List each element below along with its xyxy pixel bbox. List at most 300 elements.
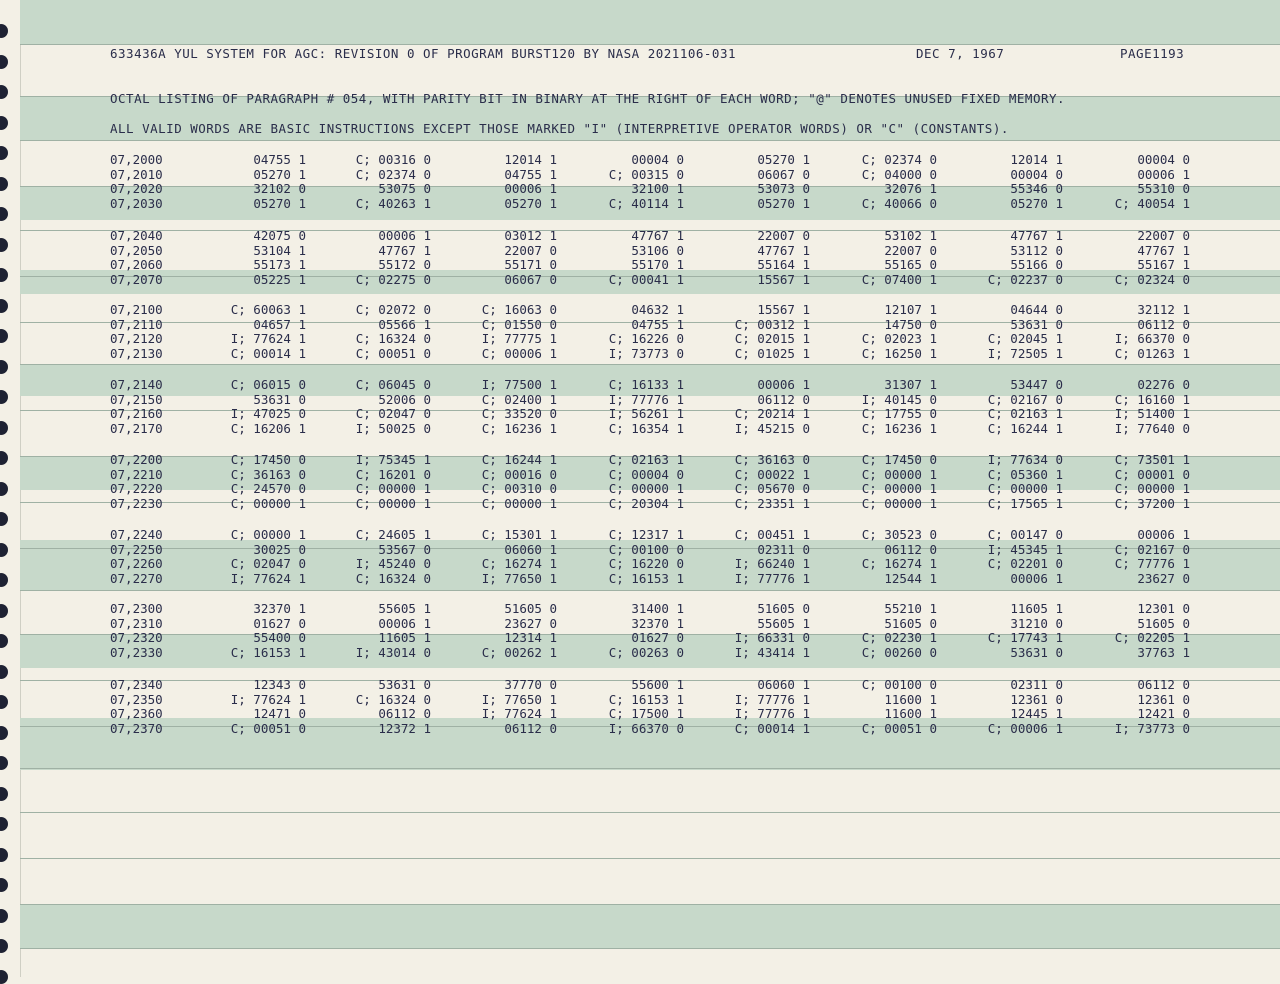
memory-word: 51605 0 [884,615,937,631]
memory-word: C; 23351 1 [734,495,810,511]
memory-word: C; 16236 1 [861,420,937,436]
memory-word: I; 77624 1 [230,570,306,586]
memory-word: C; 16153 1 [608,570,684,586]
memory-word: C; 17500 1 [608,706,684,722]
listing-title: 633436A YUL SYSTEM FOR AGC: REVISION 0 OF PROGRAM BURST120 BY NASA 2021106-031 [110,46,736,61]
memory-word: C; 02045 1 [987,331,1063,347]
memory-word: C; 00312 1 [734,316,810,332]
memory-word: C; 01263 1 [1114,345,1190,361]
address-label: 07,2310 [110,615,163,631]
address-label: 07,2020 [110,181,163,197]
page-number: PAGE1193 [1120,46,1185,61]
memory-word: C; 02163 1 [987,406,1063,422]
memory-word: C; 02205 1 [1114,630,1190,646]
memory-word: 05225 1 [253,271,306,287]
memory-word: C; 16220 0 [608,556,684,572]
memory-word: 05270 1 [757,195,810,211]
address-label: 07,2010 [110,166,163,182]
memory-word: C; 00100 0 [608,541,684,557]
memory-word: I; 77500 1 [481,377,557,392]
memory-word: C; 16153 1 [230,644,306,660]
memory-word: I; 77640 0 [1114,420,1190,436]
memory-word: 04644 0 [1010,302,1063,317]
legend-line-1: OCTAL LISTING OF PARAGRAPH # 054, WITH PARITY BIT IN BINARY AT THE RIGHT OF EACH WORD; "@" DENOTES UNUSED FIXED MEMORY. [110,91,1066,106]
memory-word: I; 77624 1 [230,331,306,347]
memory-word: 05566 1 [378,316,431,332]
memory-word: C; 00000 1 [861,481,937,497]
memory-word: I; 45215 0 [734,420,810,436]
memory-word: I; 40145 0 [861,391,937,407]
memory-word: 55166 0 [1010,257,1063,273]
feed-hole [0,573,8,587]
memory-word: 06112 0 [504,720,557,736]
memory-word: C; 16274 1 [481,556,557,572]
memory-word: C; 00041 1 [608,271,684,287]
memory-word: C; 05360 1 [987,466,1063,482]
memory-word: C; 16324 0 [355,570,431,586]
memory-word: C; 00014 1 [230,345,306,361]
memory-word: 00006 1 [378,228,431,243]
memory-word: C; 16201 0 [355,466,431,482]
memory-word: 55172 0 [378,257,431,273]
memory-word: I; 77776 1 [734,570,810,586]
memory-word: C; 02167 0 [1114,541,1190,557]
address-label: 07,2360 [110,706,163,722]
address-label: 07,2140 [110,377,163,392]
memory-word: 55346 0 [1010,181,1063,197]
memory-word: 22007 0 [1137,228,1190,243]
memory-word: C; 24605 1 [355,527,431,542]
memory-word: 05270 1 [253,195,306,211]
memory-word: 53567 0 [378,541,431,557]
memory-word: 23627 0 [1137,570,1190,586]
memory-word: C; 00315 0 [608,166,684,182]
memory-word: C; 07400 1 [861,271,937,287]
memory-word: C; 02163 1 [608,452,684,467]
memory-word: 06067 0 [504,271,557,287]
memory-word: I; 51400 1 [1114,406,1190,422]
ruled-line [20,904,1280,905]
ruled-line [20,948,1280,949]
memory-word: 55400 0 [253,630,306,646]
memory-word: I; 50025 0 [355,420,431,436]
memory-word: 32370 1 [631,615,684,631]
memory-word: 12343 0 [253,677,306,692]
memory-word: C; 17743 1 [987,630,1063,646]
feed-hole [0,421,8,435]
memory-word: 01627 0 [253,615,306,631]
address-label: 07,2350 [110,691,163,707]
memory-word: C; 00316 0 [355,152,431,167]
memory-word: 53106 0 [631,242,684,258]
address-label: 07,2030 [110,195,163,211]
memory-word: C; 00004 0 [608,466,684,482]
memory-word: C; 02230 1 [861,630,937,646]
memory-word: 00006 1 [1137,166,1190,182]
memory-word: 47767 1 [757,242,810,258]
memory-word: 02311 0 [757,541,810,557]
memory-word: 05270 1 [504,195,557,211]
memory-word: 53631 0 [253,391,306,407]
memory-word: C; 16153 1 [608,691,684,707]
memory-word: 31210 0 [1010,615,1063,631]
memory-word: C; 00263 0 [608,644,684,660]
memory-word: C; 16244 1 [481,452,557,467]
memory-word: 53112 0 [1010,242,1063,258]
memory-word: C; 00262 1 [481,644,557,660]
address-label: 07,2100 [110,302,163,317]
memory-word: C; 01025 1 [734,345,810,361]
memory-word: 23627 0 [504,615,557,631]
feed-hole [0,665,8,679]
memory-word: C; 00000 1 [1114,481,1190,497]
memory-word: 00006 1 [378,615,431,631]
ruled-line [20,44,1280,45]
memory-word: C; 16250 1 [861,345,937,361]
memory-word: I; 77776 1 [734,691,810,707]
address-label: 07,2330 [110,644,163,660]
memory-word: I; 77776 1 [608,391,684,407]
memory-word: C; 73501 1 [1114,452,1190,467]
memory-word: 53102 1 [884,228,937,243]
address-label: 07,2340 [110,677,163,692]
memory-word: 05270 1 [253,166,306,182]
memory-word: C; 02201 0 [987,556,1063,572]
memory-word: C; 02047 0 [355,406,431,422]
address-label: 07,2120 [110,331,163,347]
memory-word: C; 24570 0 [230,481,306,497]
memory-word: C; 16244 1 [987,420,1063,436]
memory-word: 51605 0 [1137,615,1190,631]
memory-word: 12107 1 [884,302,937,317]
memory-word: 22007 0 [757,228,810,243]
memory-word: I; 73773 0 [1114,720,1190,736]
memory-word: 06112 0 [757,391,810,407]
memory-word: I; 77624 1 [230,691,306,707]
memory-word: 12445 1 [1010,706,1063,722]
feed-hole [0,177,8,191]
address-label: 07,2260 [110,556,163,572]
memory-word: 04755 1 [253,152,306,167]
memory-word: I; 45345 1 [987,541,1063,557]
memory-word: C; 00006 1 [987,720,1063,736]
memory-word: C; 02047 0 [230,556,306,572]
feed-hole [0,207,8,221]
memory-word: 00006 1 [504,181,557,197]
memory-word: C; 00000 1 [355,495,431,511]
green-band [20,0,1280,44]
feed-hole [0,116,8,130]
memory-word: 00004 0 [1137,152,1190,167]
memory-word: 55210 1 [884,601,937,616]
memory-word: C; 36163 0 [230,466,306,482]
memory-word: 37770 0 [504,677,557,692]
memory-word: I; 77624 1 [481,706,557,722]
memory-word: C; 00451 1 [734,527,810,542]
memory-word: C; 40263 1 [355,195,431,211]
address-label: 07,2170 [110,420,163,436]
memory-word: 32102 0 [253,181,306,197]
memory-word: 06112 0 [378,706,431,722]
memory-word: C; 02374 0 [355,166,431,182]
memory-word: 55167 1 [1137,257,1190,273]
address-label: 07,2240 [110,527,163,542]
memory-word: 51605 0 [504,601,557,616]
memory-word: C; 20214 1 [734,406,810,422]
memory-word: 00006 1 [757,377,810,392]
memory-word: 00004 0 [1010,166,1063,182]
memory-word: C; 04000 0 [861,166,937,182]
ruled-line [20,590,1280,591]
memory-word: C; 02023 1 [861,331,937,347]
memory-word: C; 05670 0 [734,481,810,497]
memory-word: 22007 0 [884,242,937,258]
memory-word: C; 16160 1 [1114,391,1190,407]
memory-word: 04755 1 [504,166,557,182]
feed-hole [0,817,8,831]
address-label: 07,2230 [110,495,163,511]
memory-word: C; 06015 0 [230,377,306,392]
feed-hole [0,451,8,465]
feed-hole [0,634,8,648]
memory-word: 53631 0 [1010,316,1063,332]
address-label: 07,2160 [110,406,163,422]
feed-hole [0,604,8,618]
memory-word: 06060 1 [757,677,810,692]
memory-word: 32370 1 [253,601,306,616]
memory-word: C; 00000 1 [608,481,684,497]
memory-word: I; 77650 1 [481,570,557,586]
ruled-line [20,364,1280,365]
memory-word: 15567 1 [757,302,810,317]
memory-word: C; 00016 0 [481,466,557,482]
memory-word: C; 16324 0 [355,691,431,707]
memory-word: C; 00022 1 [734,466,810,482]
memory-word: 47767 1 [631,228,684,243]
feed-hole [0,543,8,557]
memory-word: I; 66370 0 [1114,331,1190,347]
memory-word: C; 02374 0 [861,152,937,167]
memory-word: 32076 1 [884,181,937,197]
feed-hole [0,787,8,801]
memory-word: C; 00000 1 [230,495,306,511]
memory-word: I; 45240 0 [355,556,431,572]
memory-word: 12014 1 [504,152,557,167]
feed-hole [0,360,8,374]
memory-word: 11605 1 [1010,601,1063,616]
memory-word: C; 60063 1 [230,302,306,317]
memory-word: 53104 1 [253,242,306,258]
memory-word: 53631 0 [378,677,431,692]
feed-hole [0,146,8,160]
feed-hole [0,878,8,892]
memory-word: 47767 1 [1137,242,1190,258]
memory-word: I; 77775 1 [481,331,557,347]
memory-word: 05270 1 [1010,195,1063,211]
memory-word: I; 77650 1 [481,691,557,707]
memory-word: C; 02237 0 [987,271,1063,287]
memory-word: 22007 0 [504,242,557,258]
memory-word: I; 72505 1 [987,345,1063,361]
memory-word: C; 36163 0 [734,452,810,467]
memory-word: 52006 0 [378,391,431,407]
memory-word: 55600 1 [631,677,684,692]
feed-hole [0,939,8,953]
memory-word: 05270 1 [757,152,810,167]
address-label: 07,2040 [110,228,163,243]
feed-hole [0,329,8,343]
feed-hole [0,848,8,862]
memory-word: 32100 1 [631,181,684,197]
memory-word: C; 40066 0 [861,195,937,211]
feed-hole [0,85,8,99]
memory-word: 32112 1 [1137,302,1190,317]
memory-word: 01627 0 [631,630,684,646]
memory-word: C; 02275 0 [355,271,431,287]
memory-word: I; 47025 0 [230,406,306,422]
memory-word: 06112 0 [884,541,937,557]
feed-hole [0,756,8,770]
memory-word: C; 00051 0 [355,345,431,361]
memory-word: 55164 1 [757,257,810,273]
memory-word: C; 16133 1 [608,377,684,392]
address-label: 07,2060 [110,257,163,273]
memory-word: C; 16354 1 [608,420,684,436]
memory-word: 55605 1 [378,601,431,616]
address-label: 07,2200 [110,452,163,467]
address-label: 07,2070 [110,271,163,287]
memory-word: C; 40114 1 [608,195,684,211]
ruled-line [20,812,1280,813]
memory-word: 31400 1 [631,601,684,616]
memory-word: C; 00000 1 [355,481,431,497]
memory-word: C; 17450 0 [230,452,306,467]
memory-word: 14750 0 [884,316,937,332]
memory-word: 51605 0 [757,601,810,616]
memory-word: C; 17755 0 [861,406,937,422]
memory-word: C; 00260 0 [861,644,937,660]
memory-word: 12544 1 [884,570,937,586]
feed-hole [0,299,8,313]
memory-word: 02311 0 [1010,677,1063,692]
feed-hole [0,695,8,709]
memory-word: C; 16226 0 [608,331,684,347]
memory-word: 00004 0 [631,152,684,167]
memory-word: 11600 1 [884,691,937,707]
memory-word: 12372 1 [378,720,431,736]
memory-word: C; 00014 1 [734,720,810,736]
memory-word: C; 16274 1 [861,556,937,572]
feed-hole [0,726,8,740]
memory-word: I; 77776 1 [734,706,810,722]
memory-word: 04657 1 [253,316,306,332]
memory-word: C; 00000 1 [861,466,937,482]
address-label: 07,2270 [110,570,163,586]
green-band [20,904,1280,948]
address-label: 07,2220 [110,481,163,497]
address-label: 07,2250 [110,541,163,557]
ruled-line [20,768,1280,769]
ruled-line [20,858,1280,859]
memory-word: 55170 1 [631,257,684,273]
memory-word: I; 43414 1 [734,644,810,660]
address-label: 07,2210 [110,466,163,482]
address-label: 07,2370 [110,720,163,736]
memory-word: C; 00051 0 [230,720,306,736]
memory-word: C; 02015 1 [734,331,810,347]
memory-word: C; 37200 1 [1114,495,1190,511]
memory-word: 30025 0 [253,541,306,557]
memory-word: I; 66331 0 [734,630,810,646]
memory-word: 04755 1 [631,316,684,332]
memory-word: C; 40054 1 [1114,195,1190,211]
memory-word: C; 17450 0 [861,452,937,467]
memory-word: 12471 0 [253,706,306,722]
address-label: 07,2000 [110,152,163,167]
memory-word: 37763 1 [1137,644,1190,660]
feed-hole [0,238,8,252]
memory-word: 15567 1 [757,271,810,287]
memory-word: 55605 1 [757,615,810,631]
memory-word: C; 02167 0 [987,391,1063,407]
memory-word: C; 06045 0 [355,377,431,392]
memory-word: C; 16063 0 [481,302,557,317]
memory-word: 12361 0 [1137,691,1190,707]
address-label: 07,2320 [110,630,163,646]
memory-word: 04632 1 [631,302,684,317]
memory-word: C; 00001 0 [1114,466,1190,482]
memory-word: C; 17565 1 [987,495,1063,511]
memory-word: C; 00000 1 [861,495,937,511]
memory-word: I; 43014 0 [355,644,431,660]
memory-word: 12314 1 [504,630,557,646]
memory-word: C; 00051 0 [861,720,937,736]
memory-word: 53631 0 [1010,644,1063,660]
memory-word: C; 16236 1 [481,420,557,436]
memory-word: I; 75345 1 [355,452,431,467]
feed-hole [0,909,8,923]
memory-word: 47767 1 [378,242,431,258]
feed-hole [0,390,8,404]
address-label: 07,2130 [110,345,163,361]
feed-hole [0,268,8,282]
memory-word: 55310 0 [1137,181,1190,197]
memory-word: C; 02072 0 [355,302,431,317]
memory-word: 53073 0 [757,181,810,197]
memory-word: 53447 0 [1010,377,1063,392]
memory-word: 06112 0 [1137,316,1190,332]
memory-word: C; 02324 0 [1114,271,1190,287]
memory-word: 12301 0 [1137,601,1190,616]
listing-date: DEC 7, 1967 [916,46,1005,61]
memory-word: C; 00000 1 [481,495,557,511]
memory-word: 00006 1 [1137,527,1190,542]
memory-word: C; 20304 1 [608,495,684,511]
memory-word: C; 00000 1 [987,481,1063,497]
memory-word: 12014 1 [1010,152,1063,167]
memory-word: I; 77634 0 [987,452,1063,467]
memory-word: C; 16206 1 [230,420,306,436]
memory-word: C; 00006 1 [481,345,557,361]
ruled-line [20,140,1280,141]
memory-word: C; 30523 0 [861,527,937,542]
memory-word: 06112 0 [1137,677,1190,692]
memory-word: 06067 0 [757,166,810,182]
legend-line-2: ALL VALID WORDS ARE BASIC INSTRUCTIONS EXCEPT THOSE MARKED "I" (INTERPRETIVE OPERATOR WORDS) OR "C" (CONSTANTS). [110,121,1009,136]
memory-word: 02276 0 [1137,377,1190,392]
memory-word: C; 00310 0 [481,481,557,497]
memory-word: 55171 0 [504,257,557,273]
